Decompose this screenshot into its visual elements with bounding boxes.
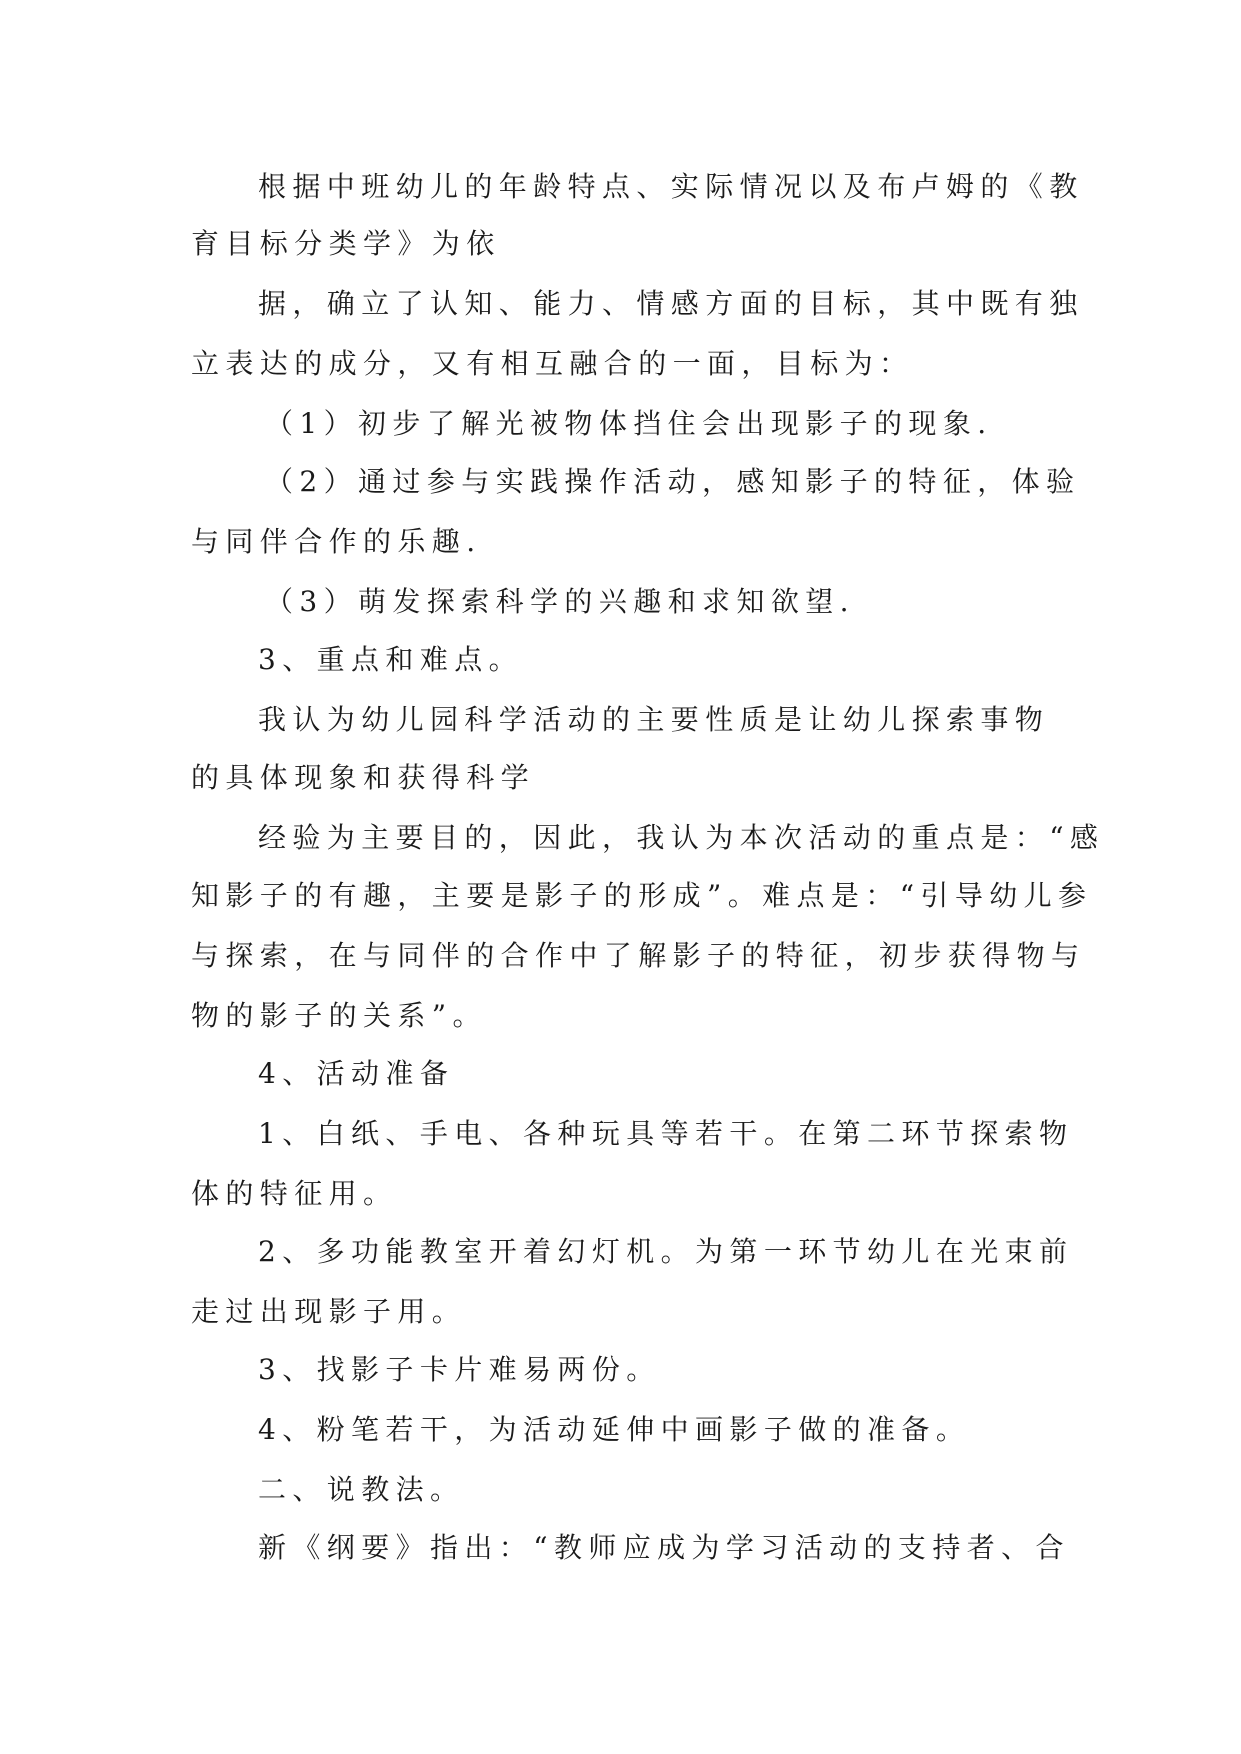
section-heading: 4、活动准备 [258,1057,455,1090]
paragraph-line: 经验为主要目的，因此，我认为本次活动的重点是：“感 [258,821,1105,854]
objective-item: （1）初步了解光被物体挡住会出现影子的现象. [265,407,993,440]
paragraph-line: 的具体现象和获得科学 [191,761,536,794]
paragraph-line: 知影子的有趣，主要是影子的形成”。难点是：“引导幼儿参 [191,879,1093,912]
paragraph-line: 物的影子的关系”。 [191,999,487,1032]
paragraph-line: 立表达的成分，又有相互融合的一面，目标为： [191,347,914,380]
paragraph-line: 新《纲要》指出：“教师应成为学习活动的支持者、合 [258,1531,1070,1564]
paragraph-line: 据，确立了认知、能力、情感方面的目标，其中既有独 [258,287,1084,320]
paragraph-line: 走过出现影子用。 [191,1295,467,1328]
list-item: 4、粉笔若干，为活动延伸中画影子做的准备。 [258,1413,971,1446]
list-item: 3、找影子卡片难易两份。 [258,1353,661,1386]
objective-item: （2）通过参与实践操作活动，感知影子的特征，体验 [265,465,1081,498]
paragraph-line: 育目标分类学》为依 [191,227,501,260]
paragraph-line: 与探索，在与同伴的合作中了解影子的特征，初步获得物与 [191,939,1086,972]
list-item: 2、多功能教室开着幻灯机。为第一环节幼儿在光束前 [258,1235,1074,1268]
objective-item: （3）萌发探索科学的兴趣和求知欲望. [265,585,855,618]
paragraph-line: 体的特征用。 [191,1177,398,1210]
section-heading: 3、重点和难点。 [258,643,524,676]
paragraph-line: 我认为幼儿园科学活动的主要性质是让幼儿探索事物 [258,703,1050,736]
paragraph-line: 根据中班幼儿的年龄特点、实际情况以及布卢姆的《教 [258,170,1084,203]
paragraph-line: 与同伴合作的乐趣. [191,525,482,558]
list-item: 1、白纸、手电、各种玩具等若干。在第二环节探索物 [258,1117,1074,1150]
section-heading: 二、说教法。 [258,1473,465,1506]
